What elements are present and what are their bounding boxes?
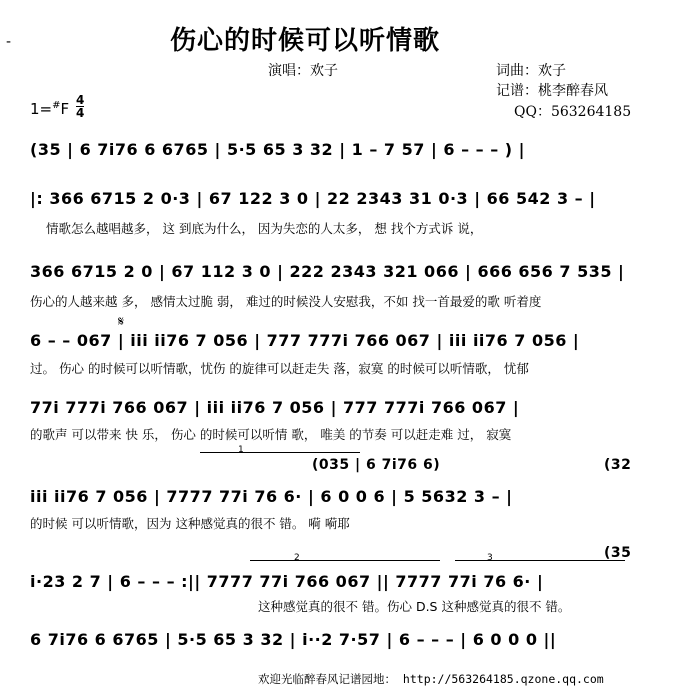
score-row-3-lyrics: 伤心的人越来越 多， 感情太过脆 弱， 难过的时候没人安慰我，不如 找一首最爱的歌 听着度 xyxy=(30,294,542,309)
time-signature-bottom: 4 xyxy=(76,106,85,120)
volta-1-bracket xyxy=(200,452,360,453)
singer-credit: 演唱：欢子 xyxy=(268,63,338,79)
score-row-4-notes: 6 – – 067 | iii ii76 7 056 | 777 777i 766 067 | iii ii76 7 056 | xyxy=(30,331,580,350)
volta-3-number: 3 xyxy=(487,553,493,563)
volta-1-number: 1 xyxy=(238,445,244,455)
key-prefix: 1= xyxy=(30,100,53,118)
score-row-7-lyrics: 这种感觉真的很不 错。伤心 D.S 这种感觉真的很不 错。 xyxy=(258,599,571,614)
time-signature-top: 4 xyxy=(76,93,85,107)
score-row-2-notes: |: 366 6715 2 0·3 | 67 122 3 0 | 22 2343 31 0·3 | 66 542 3 – | xyxy=(30,189,596,208)
volta-2-bracket xyxy=(250,560,440,561)
left-dash-mark: - xyxy=(6,34,12,50)
qq-number: QQ：563264185 xyxy=(514,104,632,120)
row-7-pickup-notes: (35 xyxy=(604,545,632,561)
score-row-6-notes: iii ii76 7 056 | 7777 77i 76 6· | 6 0 0 6 | 5 5632 3 – | xyxy=(30,487,513,506)
footer-link[interactable]: 欢迎光临醉春风记谱园地： http://563264185.qzone.qq.com xyxy=(258,672,604,686)
score-row-6-lyrics: 的时候 可以听情歌，因为 这种感觉真的很不 错。 嗬 嗬耶 xyxy=(30,516,350,531)
score-row-5-notes: 77i 777i 766 067 | iii ii76 7 056 | 777 777i 766 067 | xyxy=(30,398,520,417)
segno-icon: 𝄋 xyxy=(118,314,125,330)
volta-3-bracket xyxy=(455,560,625,561)
volta-2-number: 2 xyxy=(294,553,300,563)
time-signature xyxy=(76,94,84,119)
score-row-7-notes: i·23 2 7 | 6 – – – :|| 7777 77i 766 067 || 7777 77i 76 6· | xyxy=(30,572,544,591)
key-note: F xyxy=(60,100,70,118)
volta-1-bracket-notes: (035 | 6 7i76 6) xyxy=(312,457,441,473)
score-row-5-lyrics: 的歌声 可以带来 快 乐， 伤心 的时候可以听情 歌， 唯美 的节奏 可以赶走难 过， 寂寞 xyxy=(30,427,512,442)
score-row-4-lyrics: 过。 伤心 的时候可以听情歌，忧伤 的旋律可以赶走失 落，寂寞 的时候可以听情歌， 忧郁 xyxy=(30,361,529,376)
song-title: 伤心的时候可以听情歌 xyxy=(170,26,441,56)
key-sharp: # xyxy=(52,100,61,111)
composer-credit: 词曲：欢子 xyxy=(496,63,566,79)
score-row-2-lyrics: 情歌怎么越唱越多， 这 到底为什么， 因为失恋的人太多， 想 找个方式诉 说， xyxy=(46,221,483,236)
score-row-8-notes: 6 7i76 6 6765 | 5·5 65 3 32 | i··2 7·57 | 6 – – – | 6 0 0 0 || xyxy=(30,630,557,649)
row-6-pickup-notes: (32 xyxy=(604,457,632,473)
key-signature xyxy=(30,100,69,118)
notation-credit: 记谱：桃李醉春风 xyxy=(496,83,608,99)
score-row-1-notes: (35 | 6 7i76 6 6765 | 5·5 65 3 32 | 1 – 7 57 | 6 – – – ) | xyxy=(30,140,526,159)
score-row-3-notes: 366 6715 2 0 | 67 112 3 0 | 222 2343 321 066 | 666 656 7 535 | xyxy=(30,262,625,281)
